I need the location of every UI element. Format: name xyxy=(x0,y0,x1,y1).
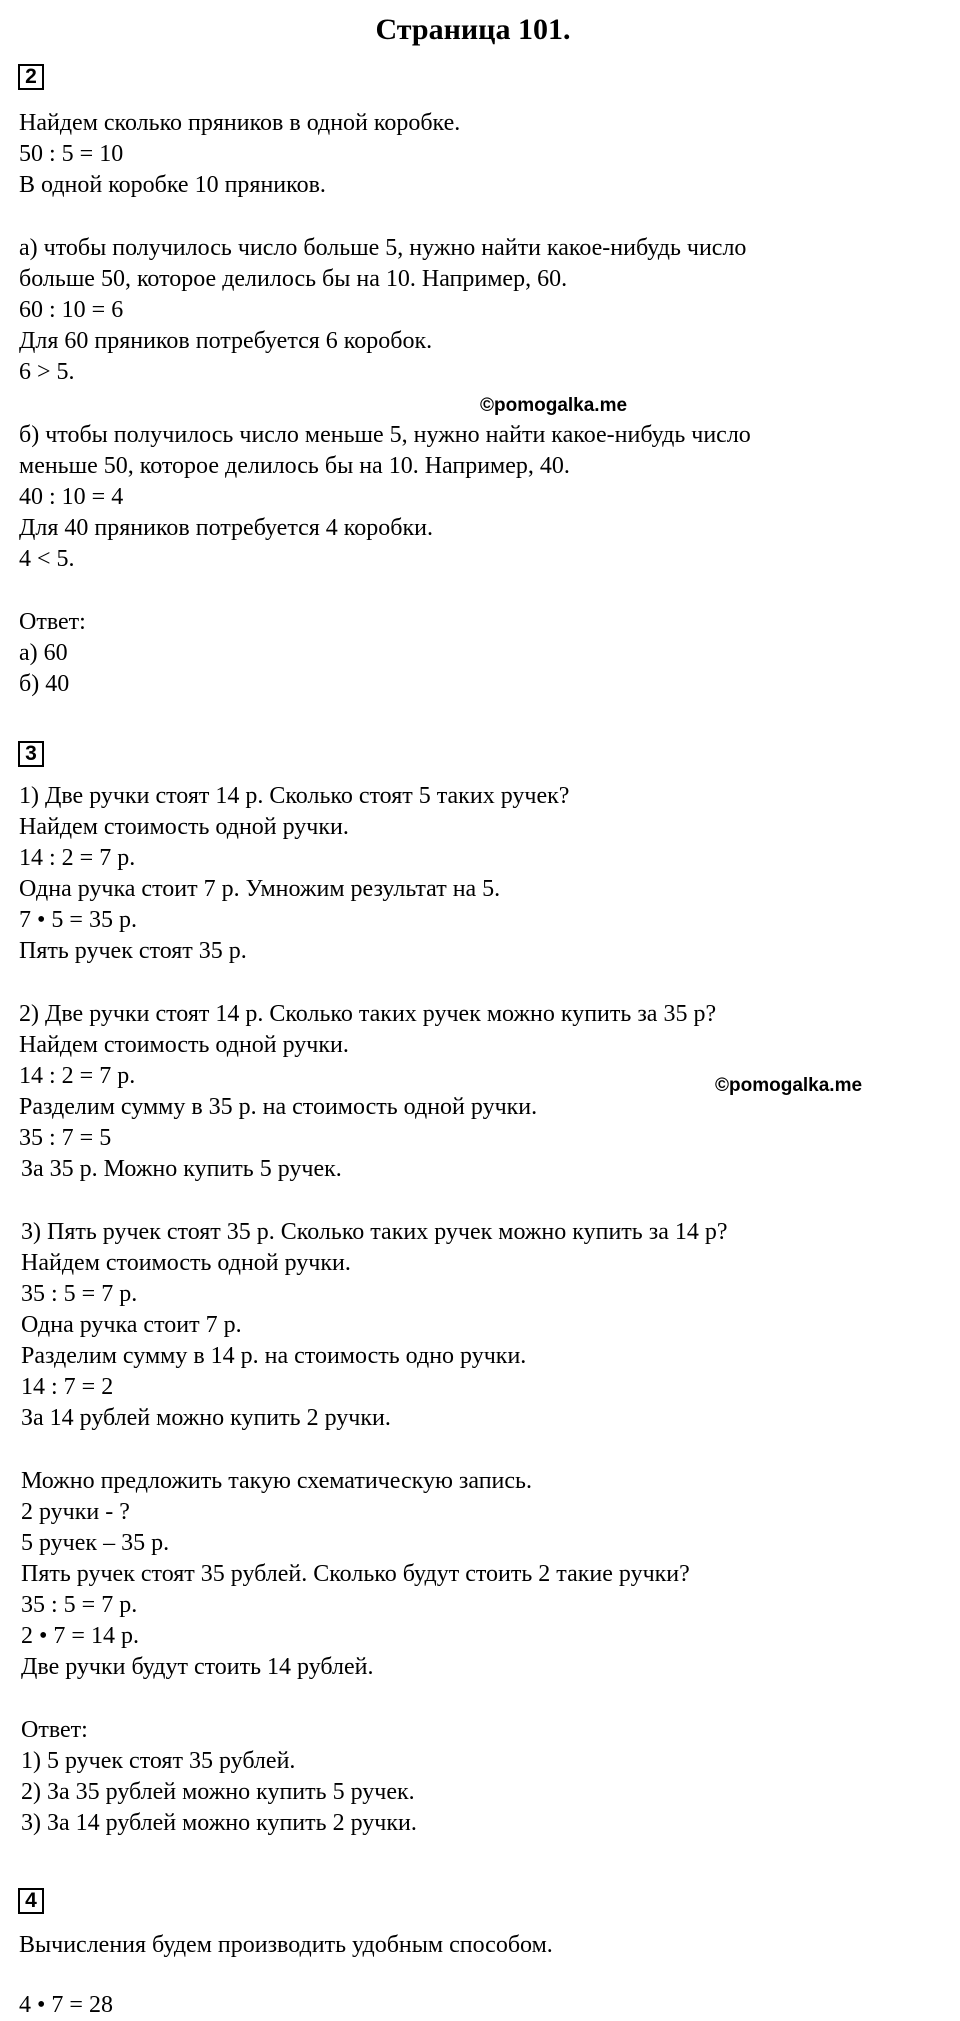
task2-line: 40 : 10 = 4 xyxy=(19,484,124,510)
task2-answer: б) 40 xyxy=(19,671,70,697)
task2-line: В одной коробке 10 пряников. xyxy=(19,172,326,198)
task3-line: Разделим сумму в 35 р. на стоимость одной ручки. xyxy=(19,1094,538,1120)
task2-line: 50 : 5 = 10 xyxy=(19,141,124,167)
task3-line: 14 : 2 = 7 р. xyxy=(19,845,136,871)
task2-line: Для 60 пряников потребуется 6 коробок. xyxy=(19,328,433,354)
task3-line: 35 : 7 = 5 xyxy=(19,1125,112,1151)
task3-answer: 2) За 35 рублей можно купить 5 ручек. xyxy=(21,1779,415,1805)
watermark: ©pomogalka.me xyxy=(480,395,628,416)
page-title: Страница 101. xyxy=(375,13,571,46)
task2-line: 60 : 10 = 6 xyxy=(19,297,124,323)
task2-answer-label: Ответ: xyxy=(19,609,86,635)
task2-line: 4 < 5. xyxy=(19,546,75,572)
task3-line: 2 • 7 = 14 р. xyxy=(21,1623,139,1649)
task3-line: Одна ручка стоит 7 р. xyxy=(21,1312,242,1338)
task-number-3: 3 xyxy=(18,741,44,767)
task2-line: Для 40 пряников потребуется 4 коробки. xyxy=(19,515,433,541)
task3-line: За 35 р. Можно купить 5 ручек. xyxy=(21,1156,342,1182)
task3-line: 14 : 7 = 2 xyxy=(21,1374,114,1400)
task3-answer-label: Ответ: xyxy=(21,1717,88,1743)
task3-line: 35 : 5 = 7 р. xyxy=(21,1592,138,1618)
task2-answer: а) 60 xyxy=(19,640,68,666)
task2-line: б) чтобы получилось число меньше 5, нужно найти какое-нибудь число xyxy=(19,422,751,448)
watermark: ©pomogalka.me xyxy=(715,1075,863,1096)
task3-line: Найдем стоимость одной ручки. xyxy=(21,1250,351,1276)
task3-line: 3) Пять ручек стоят 35 р. Сколько таких ручек можно купить за 14 р? xyxy=(21,1219,728,1245)
task3-line: Пять ручек стоят 35 р. xyxy=(19,938,247,964)
task3-line: 2 ручки - ? xyxy=(21,1499,130,1525)
task3-line: 2) Две ручки стоят 14 р. Сколько таких ручек можно купить за 35 р? xyxy=(19,1001,717,1027)
task3-line: 7 • 5 = 35 р. xyxy=(19,907,137,933)
task4-line: Вычисления будем производить удобным способом. xyxy=(19,1932,553,1958)
task3-line: Разделим сумму в 14 р. на стоимость одно ручки. xyxy=(21,1343,527,1369)
task2-line: Найдем сколько пряников в одной коробке. xyxy=(19,110,461,136)
task3-answer: 3) За 14 рублей можно купить 2 ручки. xyxy=(21,1810,417,1836)
task3-line: Одна ручка стоит 7 р. Умножим результат на 5. xyxy=(19,876,501,902)
task3-answer: 1) 5 ручек стоят 35 рублей. xyxy=(21,1748,296,1774)
task3-line: 5 ручек – 35 р. xyxy=(21,1530,170,1556)
task3-line: 14 : 2 = 7 р. xyxy=(19,1063,136,1089)
task3-line: Найдем стоимость одной ручки. xyxy=(19,814,349,840)
task3-line: Две ручки будут стоить 14 рублей. xyxy=(21,1654,374,1680)
task4-line: 4 • 7 = 28 xyxy=(19,1992,113,2018)
task3-line: 1) Две ручки стоят 14 р. Сколько стоят 5 таких ручек? xyxy=(19,783,570,809)
task2-line: 6 > 5. xyxy=(19,359,75,385)
task3-line: Найдем стоимость одной ручки. xyxy=(19,1032,349,1058)
task3-line: Пять ручек стоят 35 рублей. Сколько будут стоить 2 такие ручки? xyxy=(21,1561,690,1587)
task3-line: 35 : 5 = 7 р. xyxy=(21,1281,138,1307)
task2-line: а) чтобы получилось число больше 5, нужно найти какое-нибудь число xyxy=(19,235,747,261)
task3-line: За 14 рублей можно купить 2 ручки. xyxy=(21,1405,391,1431)
task2-line: меньше 50, которое делилось бы на 10. Например, 40. xyxy=(19,453,570,479)
task2-line: больше 50, которое делилось бы на 10. Например, 60. xyxy=(19,266,568,292)
task-number-4: 4 xyxy=(18,1888,44,1914)
task3-line: Можно предложить такую схематическую запись. xyxy=(21,1468,532,1494)
task-number-2: 2 xyxy=(18,64,44,90)
